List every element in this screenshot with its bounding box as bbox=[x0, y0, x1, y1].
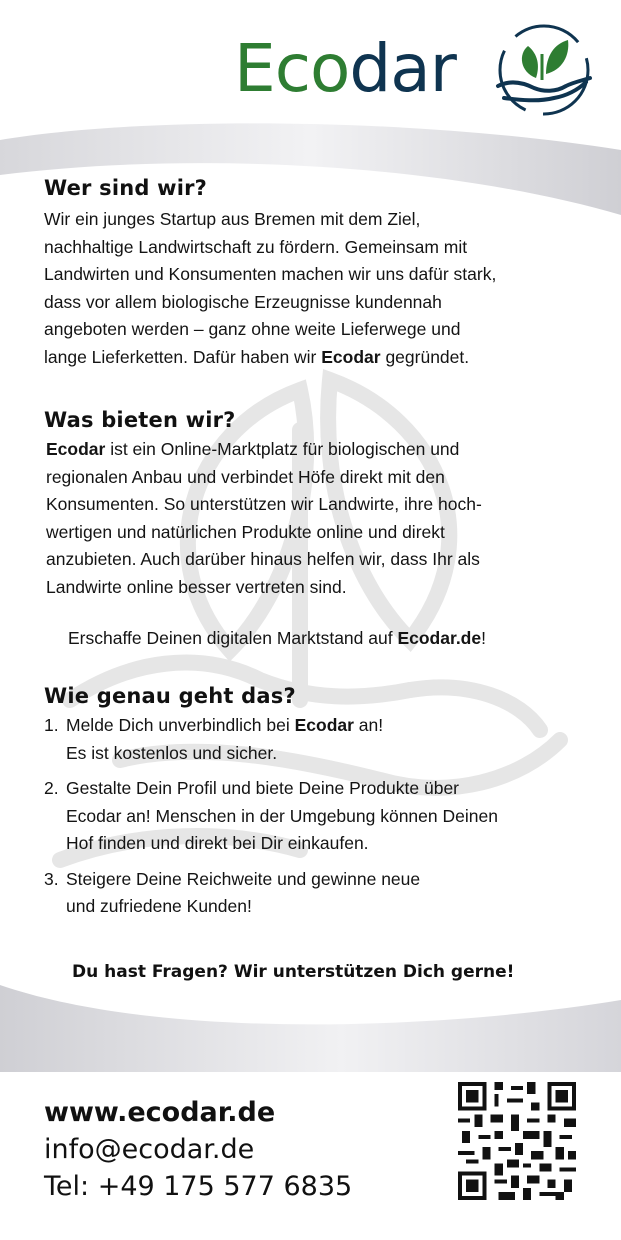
offer-line: regionalen Anbau und verbindet Höfe direkt mit den bbox=[46, 466, 445, 487]
qr-code[interactable] bbox=[458, 1082, 576, 1200]
who-line: Landwirten und Konsumenten machen wir uns dafür stark, bbox=[44, 264, 497, 284]
who-line: lange Lieferketten. Dafür haben wir bbox=[44, 346, 322, 367]
section-who bbox=[44, 176, 584, 371]
list-item bbox=[44, 775, 584, 858]
step-number: 1. bbox=[44, 715, 59, 735]
brand-eco: Eco bbox=[234, 30, 350, 107]
paragraph-who bbox=[44, 206, 584, 371]
contact-block bbox=[44, 1094, 352, 1205]
email-link[interactable]: info@ecodar.de bbox=[44, 1134, 255, 1165]
heading-how: Wie genau geht das? bbox=[44, 684, 296, 708]
cta-text: Erschaffe Deinen digitalen Marktstand auf bbox=[68, 628, 398, 648]
paragraph-offer bbox=[44, 436, 584, 601]
heading-offer: Was bieten wir? bbox=[44, 408, 236, 432]
step-number: 2. bbox=[44, 778, 59, 798]
steps-list bbox=[44, 712, 584, 921]
cta-marketplace bbox=[68, 628, 486, 649]
leaf-hand-logo-icon bbox=[490, 20, 598, 120]
who-line: gegründet. bbox=[380, 346, 470, 367]
who-line: angeboten werden – ganz ohne weite Lieferwege und bbox=[44, 319, 461, 339]
list-item bbox=[44, 712, 584, 767]
step-number: 3. bbox=[44, 868, 59, 889]
step-text: an! bbox=[353, 715, 384, 735]
heading-who: Wer sind wir? bbox=[44, 176, 208, 200]
section-offer bbox=[44, 408, 584, 601]
step-text: Gestalte Dein Profil und biete Deine Produkte über bbox=[66, 778, 460, 798]
offer-line: Konsumenten. So unterstützen wir Landwirte, ihre hoch- bbox=[46, 494, 482, 514]
faq-line: Du hast Fragen? Wir unterstützen Dich gerne! bbox=[72, 962, 515, 982]
brand-logo-wordmark bbox=[234, 30, 456, 107]
brand-dar: dar bbox=[349, 30, 456, 107]
step-brand: Ecodar bbox=[294, 715, 354, 735]
website-link[interactable]: www.ecodar.de bbox=[44, 1097, 276, 1128]
cta-text: ! bbox=[481, 628, 486, 648]
who-line: Wir ein junges Startup aus Bremen mit dem Ziel, bbox=[44, 209, 421, 229]
who-line: nachhaltige Landwirtschaft zu fördern. Gemeinsam mit bbox=[44, 236, 468, 257]
cta-link[interactable]: Ecodar.de bbox=[397, 628, 482, 648]
who-brand: Ecodar bbox=[321, 346, 381, 367]
offer-line: ist ein Online-Marktplatz für biologischen und bbox=[105, 439, 460, 459]
step-text: Hof finden und direkt bei Dir einkaufen. bbox=[66, 833, 369, 853]
section-how bbox=[44, 684, 584, 921]
who-line: dass vor allem biologische Erzeugnisse kundennah bbox=[44, 291, 442, 312]
phone-number[interactable]: Tel: +49 175 577 6835 bbox=[44, 1171, 353, 1202]
offer-line: Landwirte online besser vertreten sind. bbox=[46, 576, 347, 597]
offer-brand: Ecodar bbox=[46, 439, 106, 459]
list-item bbox=[44, 866, 584, 921]
step-text: Melde Dich unverbindlich bei bbox=[66, 715, 295, 735]
offer-line: wertigen und natürlichen Produkte online und direkt bbox=[46, 521, 445, 542]
step-text: und zufriedene Kunden! bbox=[66, 896, 252, 916]
offer-line: anzubieten. Auch darüber hinaus helfen wir, dass Ihr als bbox=[46, 549, 480, 569]
step-text: Es ist kostenlos und sicher. bbox=[66, 742, 278, 763]
step-text: Steigere Deine Reichweite und gewinne neue bbox=[66, 868, 421, 889]
step-text: Ecodar an! Menschen in der Umgebung können Deinen bbox=[66, 805, 498, 826]
